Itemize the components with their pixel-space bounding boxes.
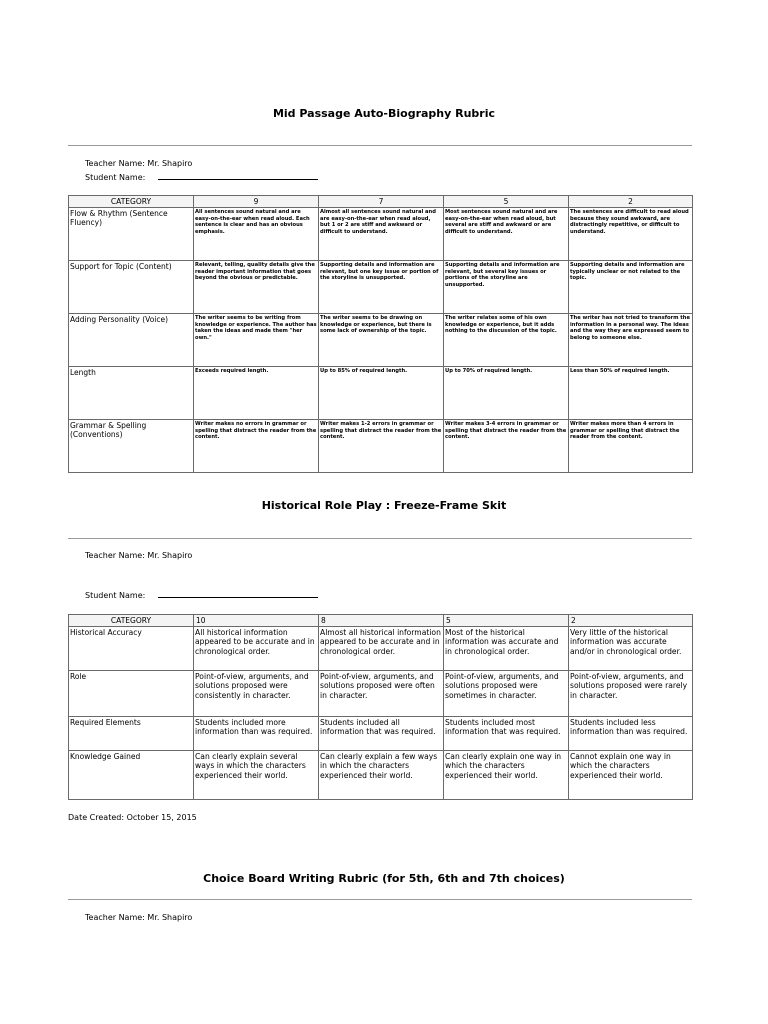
table-header-row — [69, 196, 693, 208]
criteria-cell: Almost all sentences sound natural and are easy-on-the-ear when read aloud, but 1 or 2 are stiff and awkward or difficult to understand. — [319, 208, 444, 261]
rubric1-teacher-name: Teacher Name: Mr. Shapiro — [85, 159, 193, 168]
criteria-cell: The writer seems to be writing from knowledge or experience. The author has taken the ideas and made them "her own." — [194, 314, 319, 367]
category-cell: Flow & Rhythm (Sentence Fluency) — [69, 208, 194, 261]
criteria-cell: The writer has not tried to transform the information in a personal way. The ideas and the way they are expressed seem to belong to someone else. — [569, 314, 693, 367]
criteria-cell: Exceeds required length. — [194, 367, 319, 420]
header-score: 5 — [444, 615, 569, 627]
criteria-cell: Can clearly explain a few ways in which the characters experienced their world. — [319, 751, 444, 800]
criteria-cell: Writer makes 3-4 errors in grammar or spelling that distract the reader from the content. — [444, 420, 569, 473]
category-cell: Role — [69, 671, 194, 717]
criteria-cell: Supporting details and information are relevant, but one key issue or portion of the storyline is unsupported. — [319, 261, 444, 314]
category-cell: Grammar & Spelling (Conventions) — [69, 420, 194, 473]
table-row — [69, 261, 693, 314]
criteria-cell: Point-of-view, arguments, and solutions proposed were sometimes in character. — [444, 671, 569, 717]
header-category: CATEGORY — [69, 615, 194, 627]
table-row — [69, 420, 693, 473]
student-name-line — [158, 589, 318, 598]
criteria-cell: Students included less information than was required. — [569, 717, 693, 751]
category-cell: Adding Personality (Voice) — [69, 314, 194, 367]
criteria-cell: Almost all historical information appeared to be accurate and in chronological order. — [319, 627, 444, 671]
table-row — [69, 717, 693, 751]
criteria-cell: Point-of-view, arguments, and solutions proposed were consistently in character. — [194, 671, 319, 717]
rubric2-student-name — [85, 589, 318, 600]
date-created: Date Created: October 15, 2015 — [68, 813, 197, 822]
criteria-cell: The sentences are difficult to read aloud because they sound awkward, are distractingly repetitive, or difficult to understand. — [569, 208, 693, 261]
rubric1-table — [68, 195, 693, 473]
criteria-cell: Cannot explain one way in which the characters experienced their world. — [569, 751, 693, 800]
category-cell: Knowledge Gained — [69, 751, 194, 800]
header-score: 9 — [194, 196, 319, 208]
criteria-cell: The writer relates some of his own knowledge or experience, but it adds nothing to the discussion of the topic. — [444, 314, 569, 367]
table-row — [69, 367, 693, 420]
table-row — [69, 314, 693, 367]
criteria-cell: Very little of the historical information was accurate and/or in chronological order. — [569, 627, 693, 671]
criteria-cell: Can clearly explain several ways in which the characters experienced their world. — [194, 751, 319, 800]
rubric1-student-name — [85, 171, 318, 182]
criteria-cell: Most of the historical information was accurate and in chronological order. — [444, 627, 569, 671]
student-name-label: Student Name: — [85, 591, 146, 600]
header-score: 5 — [444, 196, 569, 208]
category-cell: Historical Accuracy — [69, 627, 194, 671]
rubric2-table — [68, 614, 693, 800]
criteria-cell: The writer seems to be drawing on knowledge or experience, but there is some lack of ownership of the topic. — [319, 314, 444, 367]
rubric2-teacher-name: Teacher Name: Mr. Shapiro — [85, 551, 193, 560]
criteria-cell: Relevant, telling, quality details give the reader important information that goes beyond the obvious or predictable. — [194, 261, 319, 314]
header-category: CATEGORY — [69, 196, 194, 208]
divider — [68, 899, 692, 900]
criteria-cell: Can clearly explain one way in which the characters experienced their world. — [444, 751, 569, 800]
rubric2-title: Historical Role Play : Freeze-Frame Skit — [261, 499, 507, 512]
table-row — [69, 671, 693, 717]
rubric3-teacher-name: Teacher Name: Mr. Shapiro — [85, 913, 193, 922]
table-row — [69, 751, 693, 800]
rubric3-title: Choice Board Writing Rubric (for 5th, 6th and 7th choices) — [203, 872, 565, 885]
header-score: 2 — [569, 615, 693, 627]
header-score: 7 — [319, 196, 444, 208]
header-score: 2 — [569, 196, 693, 208]
criteria-cell: Writer makes 1-2 errors in grammar or spelling that distract the reader from the content. — [319, 420, 444, 473]
category-cell: Support for Topic (Content) — [69, 261, 194, 314]
criteria-cell: Up to 70% of required length. — [444, 367, 569, 420]
criteria-cell: Point-of-view, arguments, and solutions proposed were often in character. — [319, 671, 444, 717]
category-cell: Required Elements — [69, 717, 194, 751]
criteria-cell: All sentences sound natural and are easy-on-the-ear when read aloud. Each sentence is clear and has an obvious emphasis. — [194, 208, 319, 261]
criteria-cell: Supporting details and information are typically unclear or not related to the topic. — [569, 261, 693, 314]
divider — [68, 538, 692, 539]
criteria-cell: Up to 85% of required length. — [319, 367, 444, 420]
criteria-cell: Writer makes no errors in grammar or spelling that distract the reader from the content. — [194, 420, 319, 473]
criteria-cell: Students included more information than was required. — [194, 717, 319, 751]
table-header-row — [69, 615, 693, 627]
criteria-cell: Writer makes more than 4 errors in grammar or spelling that distract the reader from the content. — [569, 420, 693, 473]
criteria-cell: Point-of-view, arguments, and solutions proposed were rarely in character. — [569, 671, 693, 717]
student-name-label: Student Name: — [85, 173, 146, 182]
criteria-cell: Students included all information that was required. — [319, 717, 444, 751]
criteria-cell: Supporting details and information are relevant, but several key issues or portions of the storyline are unsupported. — [444, 261, 569, 314]
header-score: 10 — [194, 615, 319, 627]
criteria-cell: Students included most information that was required. — [444, 717, 569, 751]
table-row — [69, 208, 693, 261]
table-row — [69, 627, 693, 671]
divider — [68, 145, 692, 146]
header-score: 8 — [319, 615, 444, 627]
category-cell: Length — [69, 367, 194, 420]
rubric1-title: Mid Passage Auto-Biography Rubric — [272, 107, 496, 120]
criteria-cell: All historical information appeared to be accurate and in chronological order. — [194, 627, 319, 671]
criteria-cell: Most sentences sound natural and are easy-on-the-ear when read aloud, but several are stiff and awkward or are difficult to understand. — [444, 208, 569, 261]
student-name-line — [158, 171, 318, 180]
criteria-cell: Less than 50% of required length. — [569, 367, 693, 420]
